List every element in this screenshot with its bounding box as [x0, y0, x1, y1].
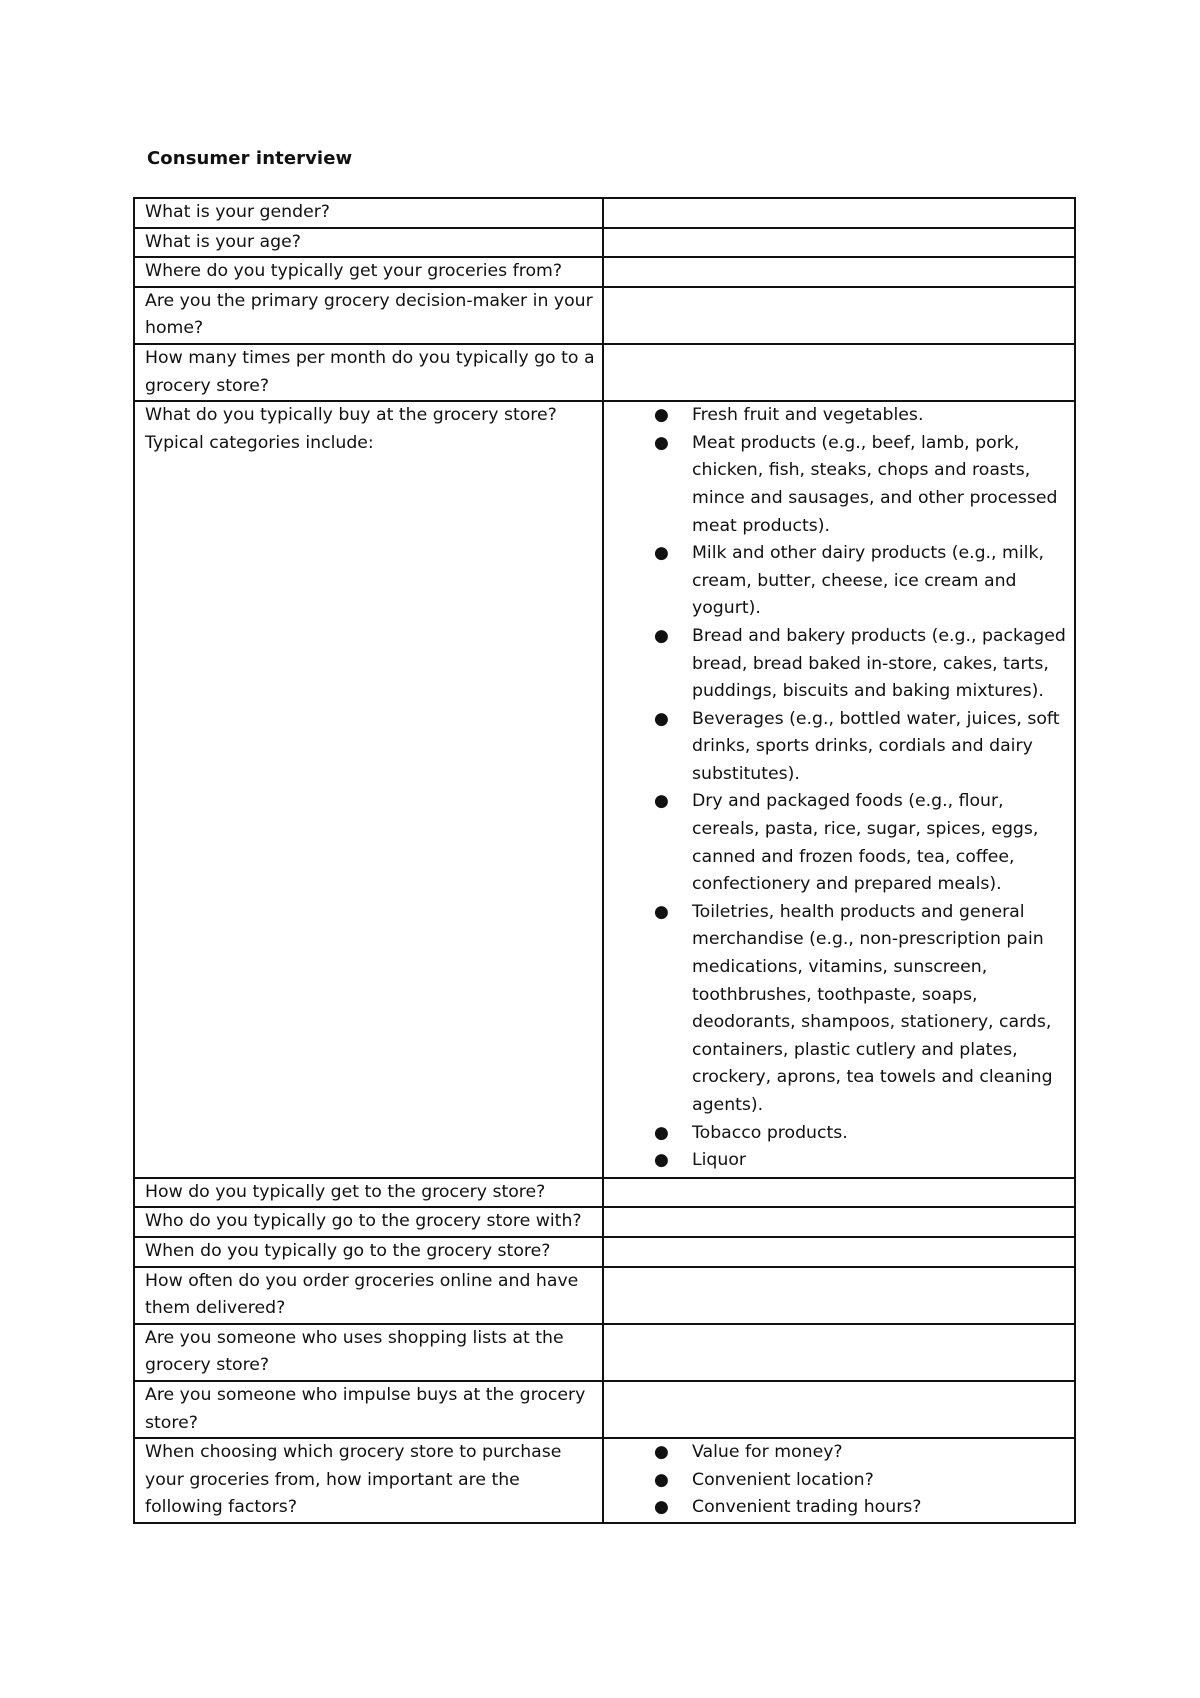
answer-cell[interactable]: [603, 228, 1075, 258]
question-cell: When do you typically go to the grocery store?: [134, 1237, 603, 1267]
question-cell: Are you someone who impulse buys at the grocery store?: [134, 1381, 603, 1438]
list-item: [614, 1147, 1068, 1175]
table-row: [134, 1381, 1075, 1438]
question-cell: How often do you order groceries online and have them delivered?: [134, 1267, 603, 1324]
list-item-text: Convenient trading hours?: [692, 1497, 922, 1518]
bullet-icon: ●: [654, 1497, 669, 1518]
bullet-icon: ●: [654, 543, 669, 564]
table-row: [134, 344, 1075, 401]
answer-cell[interactable]: [603, 1178, 1075, 1208]
list-item-text: Liquor: [692, 1150, 747, 1171]
category-list: [614, 402, 1068, 1175]
document-title: Consumer interview: [147, 148, 353, 169]
bullet-icon: ●: [654, 432, 669, 453]
question-cell: When choosing which grocery store to purchase your groceries from, how important are the following factors?: [134, 1438, 603, 1523]
bullet-icon: ●: [654, 405, 669, 426]
table-row: [134, 287, 1075, 344]
answer-cell[interactable]: [603, 257, 1075, 287]
bullet-icon: ●: [654, 1122, 669, 1143]
question-cell: How many times per month do you typically go to a grocery store?: [134, 344, 603, 401]
list-item: [614, 706, 1068, 789]
table-row: [134, 1267, 1075, 1324]
list-item: [614, 788, 1068, 898]
factor-list: [614, 1439, 1068, 1522]
answer-cell[interactable]: [603, 198, 1075, 228]
answer-cell[interactable]: [603, 1237, 1075, 1267]
list-item-text: Value for money?: [692, 1442, 843, 1463]
answer-cell[interactable]: [603, 344, 1075, 401]
answer-cell[interactable]: [603, 1207, 1075, 1237]
bullet-icon: ●: [654, 791, 669, 812]
answer-cell[interactable]: [603, 1381, 1075, 1438]
question-cell: Are you the primary grocery decision-maker in your home?: [134, 287, 603, 344]
list-item: [614, 1439, 1068, 1467]
list-item-text: Fresh fruit and vegetables.: [692, 405, 924, 426]
answer-cell[interactable]: [603, 1438, 1075, 1523]
table-row: [134, 401, 1075, 1178]
answer-cell[interactable]: [603, 1267, 1075, 1324]
list-item: [614, 899, 1068, 1120]
bullet-icon: ●: [654, 1469, 669, 1490]
list-item-text: Dry and packaged foods (e.g., flour, cereals, pasta, rice, sugar, spices, eggs, canned and frozen foods, tea, coffee, confectionery and prepared meals).: [692, 791, 1039, 895]
list-item: [614, 402, 1068, 430]
bullet-icon: ●: [654, 708, 669, 729]
list-item: [614, 1467, 1068, 1495]
answer-cell[interactable]: [603, 287, 1075, 344]
table-row: [134, 1324, 1075, 1381]
question-cell: Who do you typically go to the grocery store with?: [134, 1207, 603, 1237]
list-item-text: Convenient location?: [692, 1469, 874, 1490]
question-cell: Where do you typically get your groceries from?: [134, 257, 603, 287]
table-row: [134, 198, 1075, 228]
list-item: [614, 623, 1068, 706]
bullet-icon: ●: [654, 1150, 669, 1171]
question-cell: What do you typically buy at the grocery store? Typical categories include:: [134, 401, 603, 1178]
interview-table: [133, 197, 1076, 1524]
answer-cell[interactable]: [603, 1324, 1075, 1381]
table-row: [134, 1178, 1075, 1208]
question-cell: What is your age?: [134, 228, 603, 258]
list-item: [614, 1494, 1068, 1522]
bullet-icon: ●: [654, 901, 669, 922]
table-row: [134, 257, 1075, 287]
table-row: [134, 1438, 1075, 1523]
list-item-text: Meat products (e.g., beef, lamb, pork, chicken, fish, steaks, chops and roasts, mince and sausages, and other processed meat products).: [692, 432, 1058, 536]
table-row: [134, 1237, 1075, 1267]
list-item: [614, 540, 1068, 623]
list-item-text: Milk and other dairy products (e.g., milk, cream, butter, cheese, ice cream and yogurt).: [692, 543, 1044, 619]
answer-cell[interactable]: [603, 401, 1075, 1178]
question-cell: What is your gender?: [134, 198, 603, 228]
list-item-text: Toiletries, health products and general merchandise (e.g., non-prescription pain medications, vitamins, sunscreen, toothbrushes, toothpaste, soaps, deodorants, shampoos, stationery, cards, containers, plastic cutlery and plates, crockery, aprons, tea towels and cleaning agents).: [692, 901, 1053, 1115]
table-row: [134, 1207, 1075, 1237]
list-item: [614, 1120, 1068, 1148]
question-cell: Are you someone who uses shopping lists at the grocery store?: [134, 1324, 603, 1381]
list-item-text: Beverages (e.g., bottled water, juices, soft drinks, sports drinks, cordials and dairy substitutes).: [692, 708, 1060, 784]
list-item: [614, 430, 1068, 540]
list-item-text: Bread and bakery products (e.g., packaged bread, bread baked in-store, cakes, tarts, puddings, biscuits and baking mixtures).: [692, 625, 1066, 702]
question-cell: How do you typically get to the grocery store?: [134, 1178, 603, 1208]
list-item-text: Tobacco products.: [692, 1122, 848, 1143]
bullet-icon: ●: [654, 1442, 669, 1463]
table-row: [134, 228, 1075, 258]
bullet-icon: ●: [654, 625, 669, 646]
